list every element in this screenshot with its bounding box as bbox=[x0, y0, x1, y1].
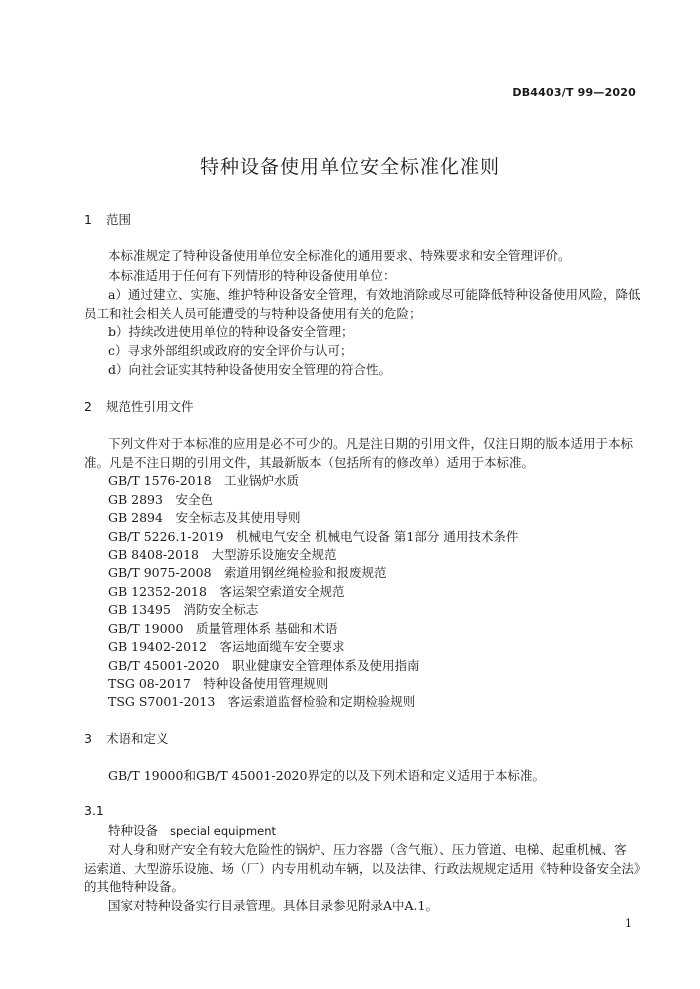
clause-number: 3.1 bbox=[84, 803, 104, 818]
ref-item: GB/T 45001-2020 职业健康安全管理体系及使用指南 bbox=[108, 658, 420, 673]
scope-item-a-line1: a）通过建立、实施、维护特种设备安全管理，有效地消除或尽可能降低特种设备使用风险，降低 bbox=[108, 287, 641, 302]
term-entry bbox=[108, 821, 276, 839]
term-english: special equipment bbox=[170, 824, 277, 838]
page-number: 1 bbox=[625, 917, 632, 930]
refs-intro-line2: 准。凡是不注日期的引用文件，其最新版本（包括所有的修改单）适用于本标准。 bbox=[84, 455, 535, 470]
ref-item: TSG S7001-2013 客运索道监督检验和定期检验规则 bbox=[108, 694, 416, 709]
ref-item: TSG 08-2017 特种设备使用管理规则 bbox=[108, 676, 329, 691]
ref-item: GB 2894 安全标志及其使用导则 bbox=[108, 510, 301, 525]
term-definition-line3: 的其他特种设备。 bbox=[84, 879, 185, 894]
ref-item: GB/T 5226.1-2019 机械电气安全 机械电气设备 第1部分 通用技术条件 bbox=[108, 529, 519, 544]
section-title: 规范性引用文件 bbox=[105, 399, 194, 414]
ref-item: GB/T 19000 质量管理体系 基础和术语 bbox=[108, 621, 338, 636]
term-definition-line1: 对人身和财产安全有较大危险性的锅炉、压力容器（含气瓶）、压力管道、电梯、起重机械、客 bbox=[108, 842, 627, 857]
section-title: 术语和定义 bbox=[105, 731, 169, 746]
ref-item: GB 8408-2018 大型游乐设施安全规范 bbox=[108, 547, 337, 562]
scope-item-d: d）向社会证实其特种设备使用安全管理的符合性。 bbox=[108, 362, 392, 377]
refs-intro-line1: 下列文件对于本标准的应用是必不可少的。凡是注日期的引用文件，仅注日期的版本适用于本标 bbox=[108, 436, 634, 451]
section-number: 3 bbox=[84, 731, 92, 746]
terms-intro: GB/T 19000和GB/T 45001-2020界定的以及下列术语和定义适用于本标准。 bbox=[108, 768, 545, 783]
scope-item-a-line2: 员工和社会相关人员可能遭受的与特种设备使用有关的危险； bbox=[84, 306, 422, 321]
term-note: 国家对特种设备实行目录管理。具体目录参见附录A中A.1。 bbox=[108, 898, 438, 913]
term-chinese: 特种设备 bbox=[108, 823, 159, 838]
section-2-heading bbox=[84, 397, 194, 415]
ref-item: GB/T 1576-2018 工业锅炉水质 bbox=[108, 473, 300, 488]
ref-item: GB 12352-2018 客运架空索道安全规范 bbox=[108, 584, 345, 599]
section-title: 范围 bbox=[105, 212, 131, 227]
ref-item: GB 13495 消防安全标志 bbox=[108, 602, 259, 617]
page-title: 特种设备使用单位安全标准化准则 bbox=[199, 156, 500, 178]
scope-paragraph-2: 本标准适用于任何有下列情形的特种设备使用单位： bbox=[108, 268, 396, 283]
ref-item: GB 19402-2012 客运地面缆车安全要求 bbox=[108, 639, 345, 654]
scope-paragraph-1: 本标准规定了特种设备使用单位安全标准化的通用要求、特殊要求和安全管理评价。 bbox=[108, 248, 571, 263]
scope-item-b: b）持续改进使用单位的特种设备安全管理； bbox=[108, 324, 354, 339]
term-definition-line2: 运索道、大型游乐设施、场（厂）内专用机动车辆，以及法律、行政法规规定适用《特种设备安全法》 bbox=[84, 861, 647, 876]
section-number: 1 bbox=[84, 212, 92, 227]
document-code: DB4403/T 99—2020 bbox=[512, 86, 636, 99]
section-3-heading bbox=[84, 729, 169, 747]
section-1-heading bbox=[84, 210, 131, 228]
scope-item-c: c）寻求外部组织或政府的安全评价与认可； bbox=[108, 343, 353, 358]
ref-item: GB 2893 安全色 bbox=[108, 492, 213, 507]
ref-item: GB/T 9075-2008 索道用钢丝绳检验和报废规范 bbox=[108, 565, 387, 580]
section-number: 2 bbox=[84, 399, 92, 414]
